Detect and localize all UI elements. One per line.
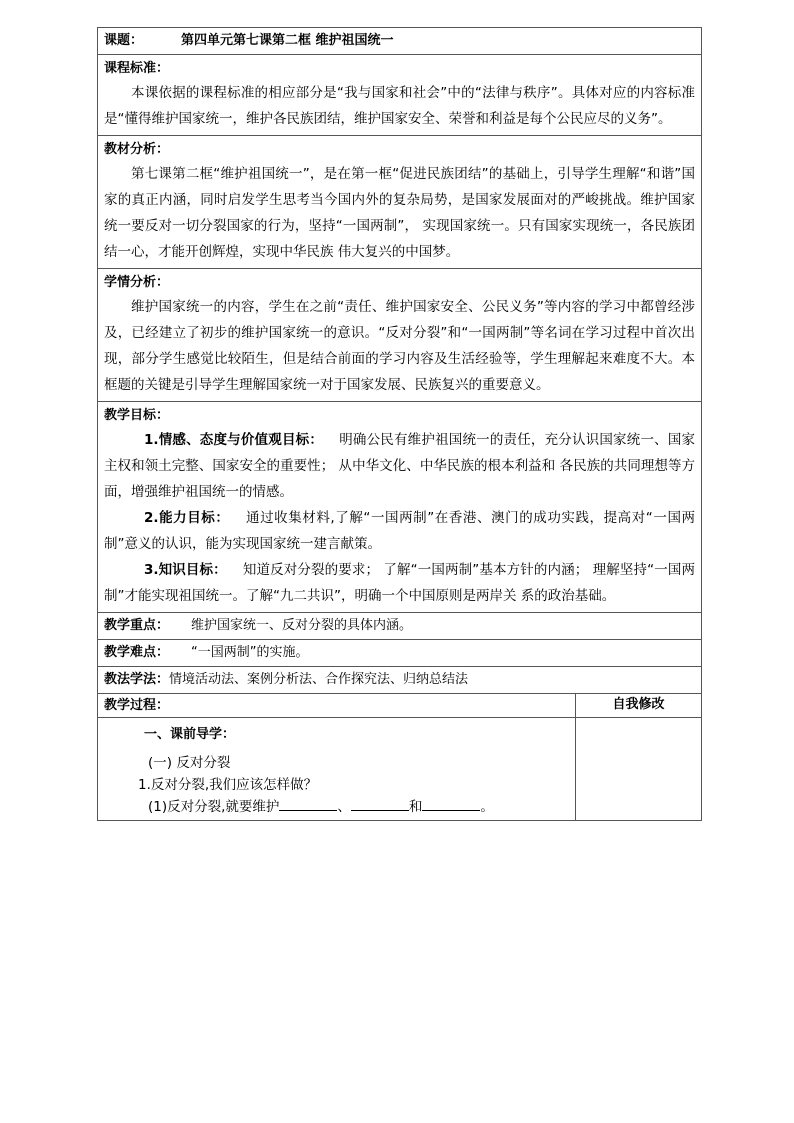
goal-text-2: 通过收集材料,了解“一国两制”在香港、澳门的成功实践，提高对“一国两制”意义的认识，能为实现国家统一建言献策。 (104, 510, 696, 552)
blank-separator-2: 和 (408, 799, 423, 815)
lesson-plan-table (97, 27, 702, 821)
methods-row (98, 667, 702, 694)
title-row (98, 28, 702, 55)
difficulty-label: 教学难点： (104, 645, 170, 660)
methods-label: 教法学法： (104, 672, 170, 687)
goal-text-3: 知道反对分裂的要求； 了解“一国两制”基本方针的内涵； 理解坚持“一国两制”才能实现祖国统一。了解“九二共识”，明确一个中国原则是两岸关 系的政治基础。 (104, 562, 695, 604)
sub-heading-oppose-split: (一) 反对分裂 (148, 755, 231, 771)
goal-item-3 (104, 557, 695, 609)
difficulty-text: “一国两制”的实施。 (191, 645, 309, 660)
pre-study-heading: 一、课前导学： (144, 727, 236, 742)
goal-head-2: 2.能力目标： (144, 510, 230, 526)
methods-text: 情境活动法、案例分析法、合作探究法、归纳总结法 (169, 672, 469, 687)
material-row (98, 136, 702, 269)
goal-item-1 (104, 427, 695, 505)
blank-end: 。 (480, 799, 494, 815)
goal-item-2 (104, 505, 695, 557)
blank-separator-1: 、 (337, 799, 351, 815)
goal-head-1: 1.情感、态度与价值观目标： (144, 432, 324, 448)
goals-label: 教学目标： (104, 408, 170, 423)
process-label: 教学过程： (104, 698, 170, 713)
students-row (98, 269, 702, 402)
title-label: 课题： (104, 33, 144, 48)
process-header-row (98, 694, 702, 718)
students-label: 学情分析： (104, 275, 170, 290)
goals-row (98, 402, 702, 613)
blank-2[interactable] (351, 796, 409, 811)
students-text: 维护国家统一的内容，学生在之前“责任、维护国家安全、公民义务”等内容的学习中都曾经涉及，已经建立了初步的维护国家统一的意识。“反对分裂”和“一国两制”等名词在学习过程中首次出现，部分学生感觉比较陌生，但是结合前面的学习内容及生活经验等，学生理解起来难度不大。本框题的关键是引导学生理解国家统一对于国家发展、民族复兴的重要意义。 (104, 299, 696, 393)
key-point-text: 维护国家统一、反对分裂的具体内涵。 (191, 618, 413, 633)
difficulty-row (98, 640, 702, 667)
process-body-row (98, 718, 702, 821)
goal-text-1: 明确公民有维护祖国统一的责任，充分认识国家统一、国家主权和领土完整、国家安全的重要性； 从中华文化、中华民族的根本利益和 各民族的共同理想等方面，增强维护祖国统一的情感。 (104, 432, 696, 500)
goal-head-3: 3.知识目标： (144, 562, 227, 578)
blank-3[interactable] (422, 796, 480, 811)
standard-text: 本课依据的课程标准的相应部分是“我与国家和社会”中的“法律与秩序”。具体对应的内容标准是“懂得维护国家统一，维护各民族团结，维护国家安全、荣誉和利益是每个公民应尽的义务”。 (104, 85, 696, 127)
question-1: 1.反对分裂,我们应该怎样做？ (138, 777, 318, 793)
material-label: 教材分析： (104, 142, 170, 157)
key-point-row (98, 613, 702, 640)
self-revision-header: 自我修改 (576, 694, 702, 718)
lesson-plan-sheet (97, 27, 701, 821)
lesson-title: 第四单元第七课第二框 维护祖国统一 (181, 33, 394, 48)
standard-row (98, 55, 702, 136)
key-point-label: 教学重点： (104, 618, 170, 633)
self-revision-cell[interactable] (576, 718, 702, 821)
fill-blank-line (148, 796, 569, 818)
blank-1[interactable] (279, 796, 337, 811)
material-text: 第七课第二框“维护祖国统一”，是在第一框“促进民族团结”的基础上，引导学生理解“和谐”国家的真正内涵，同时启发学生思考当今国内外的复杂局势，是国家发展面对的严峻挑战。维护国家统一要反对一切分裂国家的行为，坚持“一国两制”， 实现国家统一。只有国家实现统一，各民族团结一心，才能开创辉煌，实现中华民族 伟大复兴的中国梦。 (104, 166, 696, 260)
fill-blank-prefix: (1)反对分裂,就要维护 (148, 799, 280, 815)
standard-label: 课程标准： (104, 61, 170, 76)
